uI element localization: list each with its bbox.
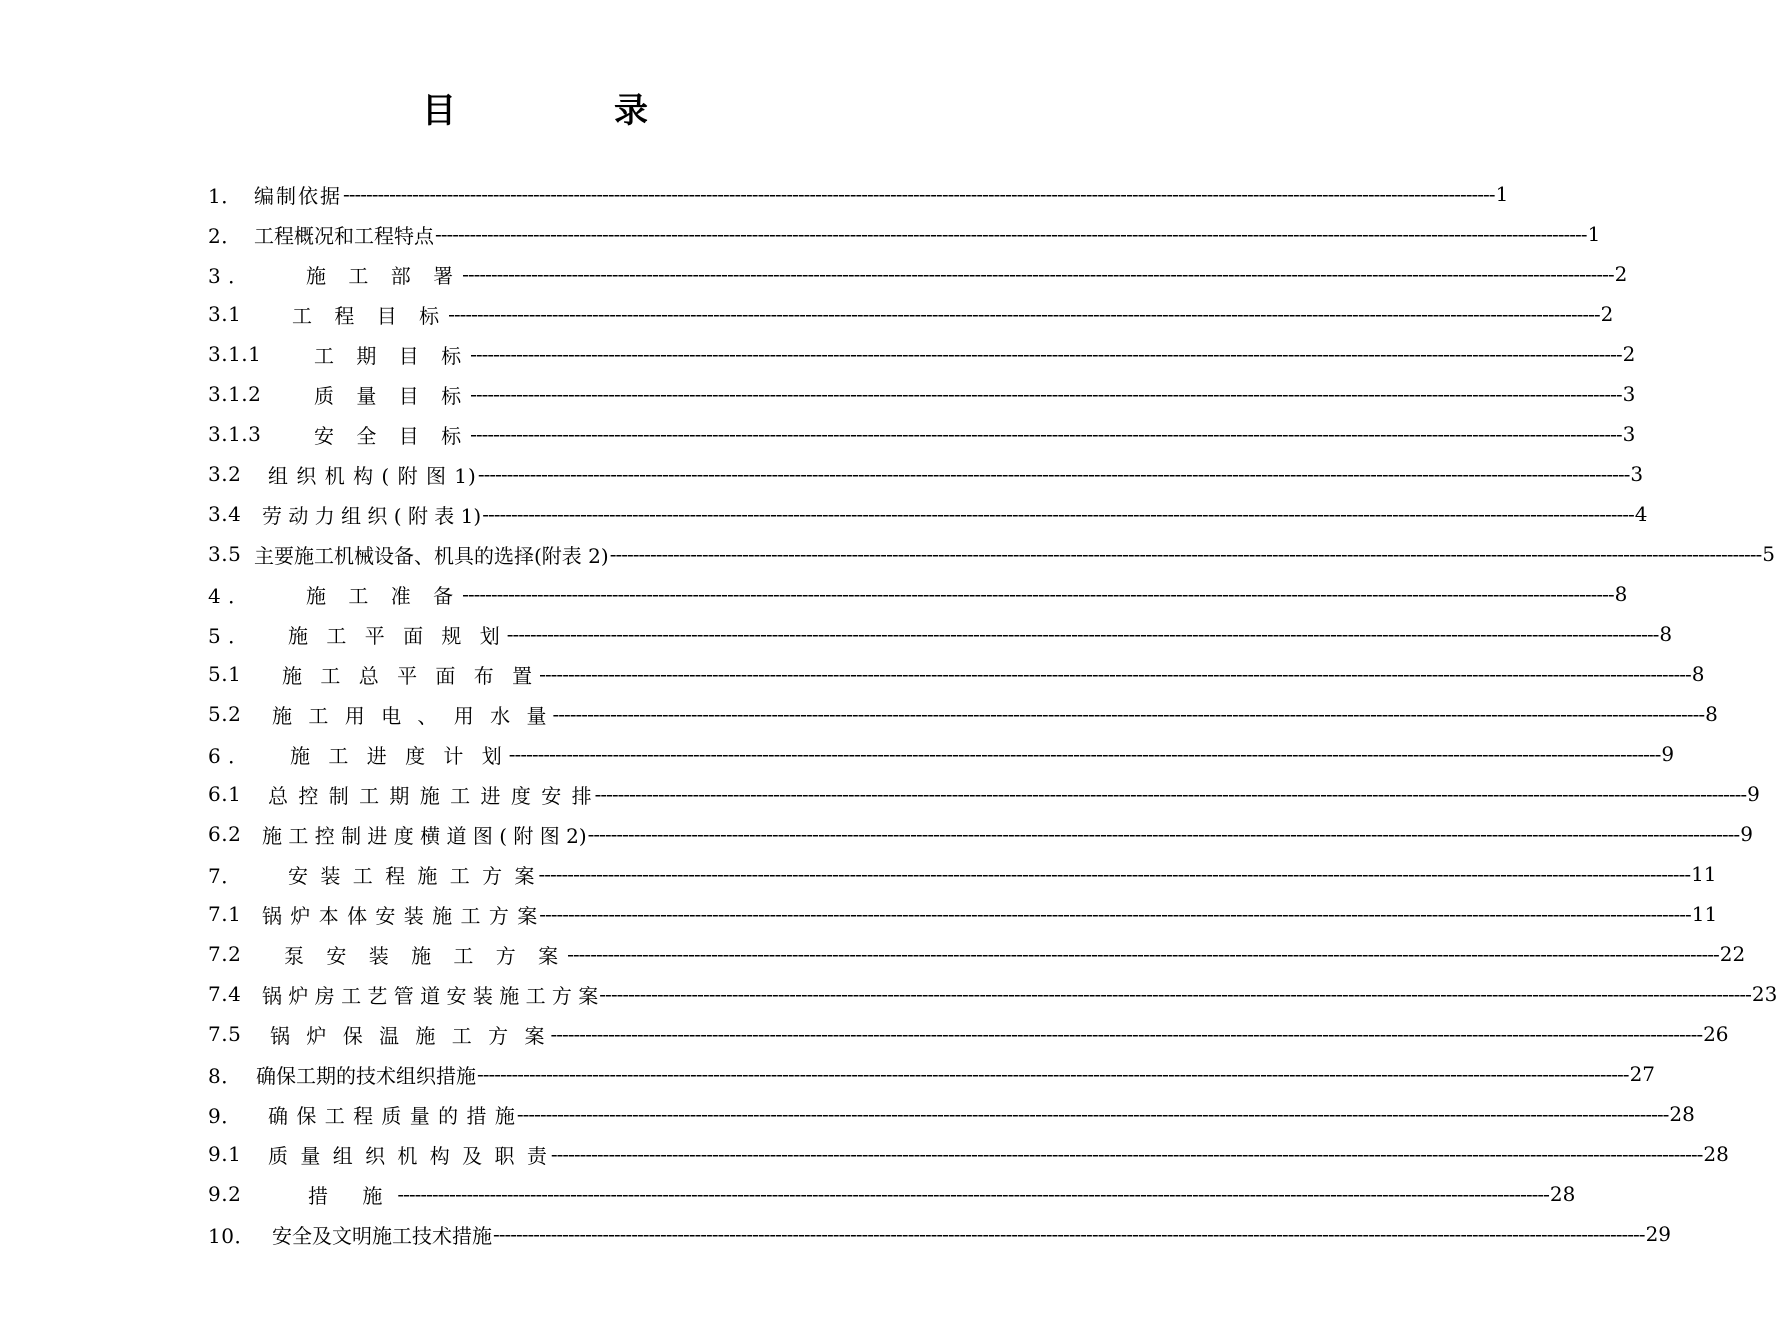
- toc-entry[interactable]: [208, 1094, 1695, 1134]
- toc-dot-leader: --------------------------------------------------------------------------------------------------------------------------------------------------------------------------------------------------------: [448, 302, 1600, 326]
- toc-dot-leader: --------------------------------------------------------------------------------------------------------------------------------------------------------------------------------------------------------: [594, 782, 1747, 806]
- toc-number: 6 ．: [208, 743, 249, 768]
- toc-entry[interactable]: [208, 1134, 1729, 1174]
- toc-label: 施 工 平 面 规 划: [288, 623, 506, 648]
- toc-dot-leader: --------------------------------------------------------------------------------------------------------------------------------------------------------------------------------------------------------: [516, 1102, 1669, 1126]
- toc-row: [208, 858, 1717, 890]
- toc-entry[interactable]: [208, 614, 1673, 654]
- toc-row: [208, 978, 1777, 1010]
- toc-row: [208, 258, 1628, 290]
- toc-row: [208, 578, 1628, 610]
- toc-number: 8．: [208, 1063, 242, 1088]
- toc-row: [208, 938, 1746, 970]
- toc-number: 9．: [208, 1103, 242, 1128]
- toc-dot-leader: --------------------------------------------------------------------------------------------------------------------------------------------------------------------------------------------------------: [539, 902, 1691, 926]
- toc-page-number: 3: [1622, 422, 1636, 446]
- toc-row: [208, 1178, 1576, 1210]
- toc-number: 5.1: [208, 662, 242, 686]
- toc-label: 工程概况和工程特点: [254, 223, 434, 248]
- toc-page-number: 8: [1691, 662, 1705, 686]
- toc-row: [208, 698, 1718, 730]
- toc-label: 锅 炉 房 工 艺 管 道 安 装 施 工 方 案: [262, 983, 599, 1008]
- toc-dot-leader: --------------------------------------------------------------------------------------------------------------------------------------------------------------------------------------------------------: [470, 342, 1622, 366]
- toc-page-number: 5: [1762, 542, 1775, 566]
- toc-page-number: 8: [1705, 702, 1718, 726]
- toc-label: 总 控 制 工 期 施 工 进 度 安 排: [268, 783, 594, 808]
- toc-row: [208, 618, 1673, 650]
- toc-page-number: 11: [1691, 902, 1718, 926]
- toc-page-number: 28: [1669, 1102, 1695, 1126]
- toc-entry[interactable]: [208, 574, 1628, 614]
- page-title: [0, 86, 950, 136]
- toc-entry[interactable]: [208, 694, 1718, 734]
- toc-number: 7.5: [208, 1022, 242, 1046]
- toc-label: 质 量 目 标: [314, 383, 470, 408]
- toc-label: 安 全 目 标: [314, 423, 470, 448]
- toc-dot-leader: --------------------------------------------------------------------------------------------------------------------------------------------------------------------------------------------------------: [550, 1022, 1703, 1046]
- toc-entry[interactable]: [208, 294, 1614, 334]
- toc-label: 安全及文明施工技术措施: [272, 1223, 492, 1248]
- toc-dot-leader: --------------------------------------------------------------------------------------------------------------------------------------------------------------------------------------------------------: [397, 1182, 1549, 1206]
- toc-label: 施 工 准 备: [306, 583, 462, 608]
- toc-page-number: 9: [1661, 742, 1675, 766]
- toc-page-number: 2: [1600, 302, 1614, 326]
- toc-row: [208, 898, 1718, 930]
- toc-dot-leader: --------------------------------------------------------------------------------------------------------------------------------------------------------------------------------------------------------: [493, 1222, 1645, 1246]
- toc-page-number: 9: [1747, 782, 1760, 806]
- toc-entry[interactable]: [208, 1054, 1656, 1094]
- toc-number: 9.2: [208, 1182, 242, 1206]
- toc-page-number: 29: [1645, 1222, 1672, 1246]
- toc-dot-leader: --------------------------------------------------------------------------------------------------------------------------------------------------------------------------------------------------------: [587, 822, 1740, 846]
- toc-label: 确 保 工 程 质 量 的 措 施: [268, 1103, 516, 1128]
- toc-entry[interactable]: [208, 414, 1636, 454]
- toc-dot-leader: --------------------------------------------------------------------------------------------------------------------------------------------------------------------------------------------------------: [343, 182, 1495, 206]
- toc-page-number: 11: [1691, 862, 1717, 886]
- toc-number: 2．: [208, 223, 242, 248]
- toc-number: 6.1: [208, 782, 242, 806]
- toc-dot-leader: --------------------------------------------------------------------------------------------------------------------------------------------------------------------------------------------------------: [550, 1142, 1703, 1166]
- toc-row: [208, 538, 1775, 570]
- toc-label: 施 工 控 制 进 度 横 道 图 ( 附 图 2): [262, 823, 587, 848]
- toc-dot-leader: --------------------------------------------------------------------------------------------------------------------------------------------------------------------------------------------------------: [470, 382, 1622, 406]
- toc-row: [208, 418, 1636, 450]
- toc-label: 主要施工机械设备、机具的选择(附表 2): [254, 543, 609, 568]
- toc-number: 3.1.1: [208, 342, 262, 366]
- toc-entry[interactable]: [208, 1214, 1672, 1254]
- toc-entry[interactable]: [208, 454, 1644, 494]
- toc-dot-leader: --------------------------------------------------------------------------------------------------------------------------------------------------------------------------------------------------------: [539, 662, 1691, 686]
- toc-dot-leader: --------------------------------------------------------------------------------------------------------------------------------------------------------------------------------------------------------: [435, 222, 1587, 246]
- toc-label: 组 织 机 构 ( 附 图 1): [268, 463, 477, 488]
- toc-page-number: 2: [1622, 342, 1636, 366]
- toc-entry[interactable]: [208, 494, 1648, 534]
- toc-page-number: 23: [1751, 982, 1777, 1006]
- toc-number: 5.2: [208, 702, 242, 726]
- toc-number: 10．: [208, 1223, 255, 1248]
- toc-label: 泵 安 装 施 工 方 案: [284, 943, 567, 968]
- toc-entry[interactable]: [208, 894, 1718, 934]
- toc-page-number: 2: [1614, 262, 1628, 286]
- toc-label: 安 装 工 程 施 工 方 案: [288, 863, 538, 888]
- toc-number: 3.1.2: [208, 382, 262, 406]
- toc-number: 3.4: [208, 502, 242, 526]
- toc-row: [208, 1018, 1729, 1050]
- toc-page-number: 9: [1740, 822, 1753, 846]
- toc-row: [208, 1098, 1695, 1130]
- toc-label: 施 工 总 平 面 布 置: [282, 663, 539, 688]
- toc-dot-leader: --------------------------------------------------------------------------------------------------------------------------------------------------------------------------------------------------------: [470, 422, 1622, 446]
- toc-row: [208, 1138, 1729, 1170]
- page-title-char-2: 录: [614, 91, 648, 131]
- toc-number: 1．: [208, 183, 242, 208]
- toc-dot-leader: --------------------------------------------------------------------------------------------------------------------------------------------------------------------------------------------------------: [477, 462, 1630, 486]
- toc-dot-leader: --------------------------------------------------------------------------------------------------------------------------------------------------------------------------------------------------------: [506, 622, 1659, 646]
- toc-label: 措 施: [308, 1183, 397, 1208]
- toc-page-number: 27: [1629, 1062, 1656, 1086]
- toc-label: 劳 动 力 组 织 ( 附 表 1): [262, 503, 482, 528]
- toc-dot-leader: --------------------------------------------------------------------------------------------------------------------------------------------------------------------------------------------------------: [477, 1062, 1629, 1086]
- toc-entry[interactable]: [208, 814, 1753, 854]
- toc-entry[interactable]: [208, 214, 1601, 254]
- toc-dot-leader: --------------------------------------------------------------------------------------------------------------------------------------------------------------------------------------------------------: [538, 862, 1691, 886]
- toc-entry[interactable]: [208, 334, 1636, 374]
- toc-entry[interactable]: [208, 254, 1628, 294]
- toc-page-number: 4: [1634, 502, 1648, 526]
- toc-number: 5 ．: [208, 623, 249, 648]
- toc-dot-leader: --------------------------------------------------------------------------------------------------------------------------------------------------------------------------------------------------------: [482, 502, 1634, 526]
- toc-entry[interactable]: [208, 854, 1717, 894]
- toc-entry[interactable]: [208, 374, 1636, 414]
- toc-number: 9.1: [208, 1142, 242, 1166]
- toc-entry[interactable]: [208, 654, 1705, 694]
- toc-entry[interactable]: [208, 1014, 1729, 1054]
- toc-number: 4 ．: [208, 583, 249, 608]
- toc-entry[interactable]: [208, 174, 1509, 214]
- toc-number: 6.2: [208, 822, 242, 846]
- toc-entry[interactable]: [208, 974, 1777, 1014]
- toc-label: 施 工 部 署: [306, 263, 462, 288]
- toc-page-number: 28: [1703, 1142, 1729, 1166]
- toc-row: [208, 1218, 1672, 1250]
- toc-row: [208, 1058, 1656, 1090]
- page-title-char-1: 目: [422, 91, 456, 131]
- toc-number: 3.1: [208, 302, 242, 326]
- toc-number: 7．: [208, 863, 242, 888]
- toc-row: [208, 818, 1753, 850]
- toc-row: [208, 178, 1509, 210]
- toc-page-number: 8: [1614, 582, 1628, 606]
- toc-entry[interactable]: [208, 934, 1746, 974]
- toc-row: [208, 458, 1644, 490]
- toc-dot-leader: --------------------------------------------------------------------------------------------------------------------------------------------------------------------------------------------------------: [567, 942, 1719, 966]
- toc-entry[interactable]: [208, 1174, 1576, 1214]
- toc-entry[interactable]: [208, 734, 1675, 774]
- toc-number: 3.2: [208, 462, 242, 486]
- toc-number: 7.2: [208, 942, 242, 966]
- toc-label: 工 期 目 标: [314, 343, 470, 368]
- toc-row: [208, 298, 1614, 330]
- toc-page-number: 1: [1495, 182, 1509, 206]
- toc-label: 质 量 组 织 机 构 及 职 责: [268, 1143, 550, 1168]
- toc-dot-leader: --------------------------------------------------------------------------------------------------------------------------------------------------------------------------------------------------------: [508, 742, 1661, 766]
- toc-label: 确保工期的技术组织措施: [256, 1063, 476, 1088]
- toc-dot-leader: --------------------------------------------------------------------------------------------------------------------------------------------------------------------------------------------------------: [599, 982, 1751, 1006]
- toc-dot-leader: --------------------------------------------------------------------------------------------------------------------------------------------------------------------------------------------------------: [462, 582, 1614, 606]
- toc-page-number: 3: [1630, 462, 1644, 486]
- toc-dot-leader: --------------------------------------------------------------------------------------------------------------------------------------------------------------------------------------------------------: [462, 262, 1614, 286]
- toc-number: 3 ．: [208, 263, 249, 288]
- toc-label: 施 工 进 度 计 划: [290, 743, 508, 768]
- toc-number: 3.1.3: [208, 422, 262, 446]
- toc-dot-leader: --------------------------------------------------------------------------------------------------------------------------------------------------------------------------------------------------------: [552, 702, 1705, 726]
- toc-label: 工 程 目 标: [292, 303, 448, 328]
- toc-page-number: 22: [1719, 942, 1746, 966]
- toc-row: [208, 338, 1636, 370]
- toc-row: [208, 378, 1636, 410]
- toc-row: [208, 738, 1675, 770]
- table-of-contents: [208, 174, 1777, 1254]
- toc-row: [208, 658, 1705, 690]
- toc-entry[interactable]: [208, 534, 1775, 574]
- toc-dot-leader: --------------------------------------------------------------------------------------------------------------------------------------------------------------------------------------------------------: [609, 542, 1762, 566]
- toc-number: 3.5: [208, 542, 242, 566]
- toc-label: 施 工 用 电 、 用 水 量: [272, 703, 552, 728]
- toc-label: 锅 炉 本 体 安 装 施 工 方 案: [262, 903, 539, 928]
- toc-page-number: 8: [1659, 622, 1673, 646]
- toc-row: [208, 218, 1601, 250]
- toc-page-number: 26: [1703, 1022, 1729, 1046]
- toc-row: [208, 778, 1760, 810]
- toc-label: 锅 炉 保 温 施 工 方 案: [270, 1023, 550, 1048]
- toc-page-number: 1: [1587, 222, 1601, 246]
- toc-number: 7.4: [208, 982, 242, 1006]
- toc-label: 编制依据: [254, 183, 342, 208]
- toc-page-number: 28: [1549, 1182, 1576, 1206]
- toc-row: [208, 498, 1648, 530]
- toc-number: 7.1: [208, 902, 242, 926]
- toc-page-number: 3: [1622, 382, 1636, 406]
- toc-entry[interactable]: [208, 774, 1760, 814]
